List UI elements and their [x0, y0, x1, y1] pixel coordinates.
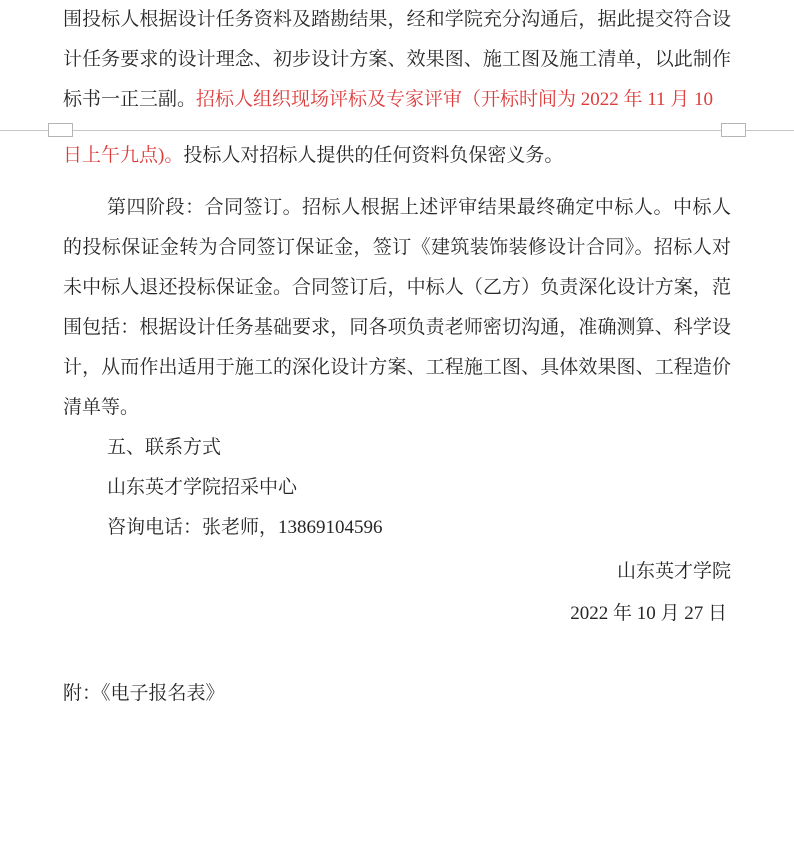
document-content	[63, 0, 731, 714]
contact-organization: 山东英才学院招采中心	[107, 477, 298, 498]
contact-phone: 咨询电话：张老师，13869104596	[107, 517, 383, 538]
paragraph-stage4-contract: 第四阶段：合同签订。招标人根据上述评审结果最终确定中标人。中标人的投标保证金转为合同签订保证金，签订《建筑装饰装修设计合同》。招标人对未中标人退还投标保证金。合同签订后，中标人（乙方）负责深化设计方案，范围包括：根据设计任务基础要求，同各项负责老师密切沟通，准确测算、科学设计，从而作出适用于施工的深化设计方案、工程施工图、具体效果图、工程造价清单等。	[63, 197, 731, 418]
signature-organization: 山东英才学院	[616, 561, 731, 582]
bid-process-black-tail: 投标人对招标人提供的任何资料负保密义务。	[183, 145, 564, 166]
bid-process-red-time-tail: 日上午九点)。	[63, 145, 184, 166]
attachment-note: 附：《电子报名表》	[63, 683, 225, 704]
page-break-gap	[63, 120, 731, 136]
contact-heading: 五、联系方式	[107, 437, 222, 458]
signature-date: 2022 年 10 月 27 日	[570, 603, 727, 624]
bid-process-red-opening-time: 招标人组织现场评标及专家评审（开标时间为 2022 年 11 月 10	[196, 89, 714, 110]
paragraph-bid-process-page2	[63, 136, 731, 176]
bid-process-black-lead: 围投标人根据设计任务资料及踏勘结果，经和学院充分沟通后，据此提交符合设计任务要求的设计理念、初步设计方案、效果图、施工图及施工清单，以此制作标书一正三副。	[63, 9, 731, 110]
paragraph-bid-process-page1	[63, 0, 731, 120]
